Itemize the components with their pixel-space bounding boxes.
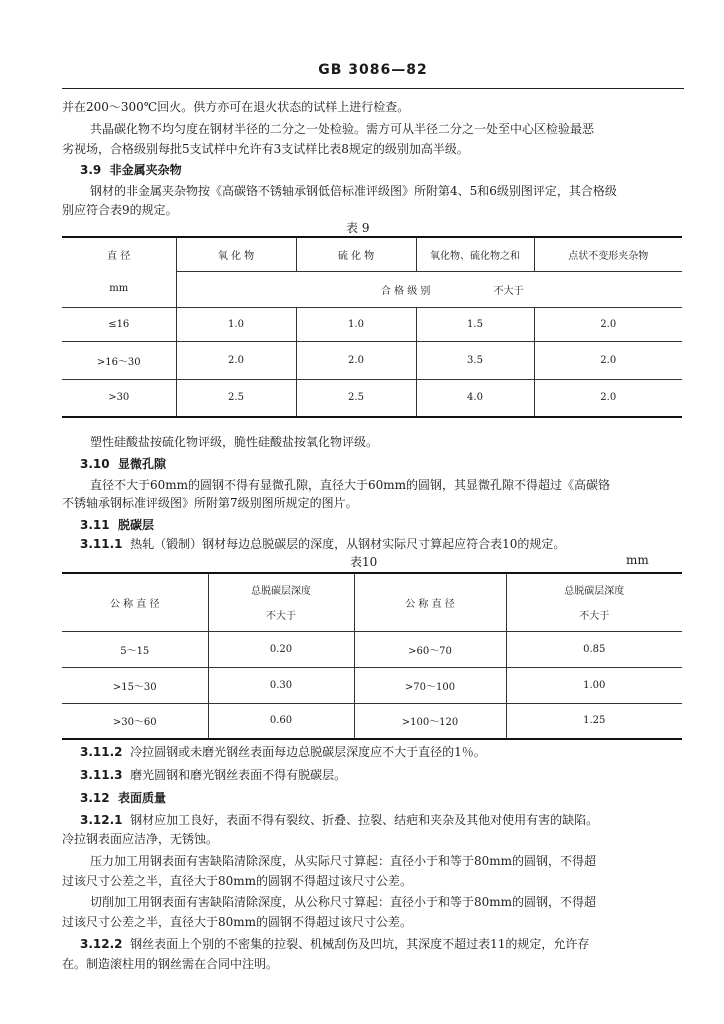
- header-diameter-left: 公 称 直 径: [62, 573, 208, 631]
- cell-diameter: >30～60: [62, 703, 208, 739]
- cell-diameter: >100～120: [354, 703, 506, 739]
- cell-diameter: >15～30: [62, 667, 208, 703]
- header-sum: 氧化物、硫化物之和: [416, 237, 534, 271]
- paragraph-line: 并在200～300℃回火。供方亦可在退火状态的试样上进行检查。: [62, 100, 410, 114]
- cell-sulfide: 1.0: [296, 307, 416, 341]
- paragraph-line: 共晶碳化物不均匀度在钢材半径的二分之一处检验。需方可从半径二分之一处至中心区检验最恶: [90, 122, 595, 136]
- nomore-label: 不大于: [579, 611, 610, 623]
- section-number: 3.10: [80, 457, 110, 471]
- table-9-caption: 表 9: [346, 221, 370, 235]
- section-title: 显微孔隙: [117, 457, 166, 471]
- paragraph-line: 过该尺寸公差之半，直径大于80mm的圆钢不得超过该尺寸公差。: [62, 915, 413, 929]
- clause-text: 热轧（锻制）钢材每边总脱碳层的深度，从钢材实际尺寸算起应符合表10的规定。: [130, 537, 566, 551]
- section-title: 表面质量: [117, 791, 166, 805]
- header-unit: mm: [62, 271, 176, 307]
- table-10-caption: 表10: [350, 555, 378, 569]
- table-10-unit: mm: [626, 553, 649, 567]
- section-number: 3.9: [80, 163, 102, 177]
- clause-number: 3.12.2: [80, 937, 123, 951]
- section-heading-3-10: [80, 455, 166, 473]
- nomore-label: 不大于: [266, 611, 296, 623]
- cell-depth: 0.20: [208, 631, 354, 667]
- clause-3-11-3: [80, 766, 346, 784]
- cell-sulfide: 2.5: [296, 379, 416, 417]
- clause-3-11-2: [80, 743, 486, 761]
- cell-depth: 0.30: [208, 667, 354, 703]
- cell-oxide: 1.0: [176, 307, 296, 341]
- cell-sum: 4.0: [416, 379, 534, 417]
- header-spot: 点状不变形夹杂物: [534, 237, 682, 271]
- header-sulfide: 硫 化 物: [296, 237, 416, 271]
- header-depth-left: [208, 573, 354, 631]
- cell-diameter: >70～100: [354, 667, 506, 703]
- paragraph-line: 不锈轴承钢标准评级图》所附第7级别图所规定的图片。: [62, 496, 358, 510]
- cell-diameter: ≤16: [62, 307, 176, 341]
- paragraph-line: 劣视场，合格级别每批5支试样中允许有3支试样比表8规定的级别加高半级。: [62, 142, 469, 156]
- clause-text: 钢材应加工良好，表面不得有裂纹、折叠、拉裂、结疤和夹杂及其他对使用有害的缺陷。: [130, 813, 599, 827]
- depth-label: 总脱碳层深度: [251, 586, 311, 598]
- paragraph-line: 塑性硅酸盐按硫化物评级，脆性硅酸盐按氧化物评级。: [90, 435, 379, 449]
- cell-diameter: 5～15: [62, 631, 208, 667]
- clause-3-11-1: [80, 535, 565, 553]
- header-diameter: 直 径: [62, 237, 176, 271]
- section-heading-3-11: [80, 516, 154, 534]
- cell-sulfide: 2.0: [296, 341, 416, 379]
- section-heading-3-9: [80, 161, 182, 179]
- clause-number: 3.12.1: [80, 813, 123, 827]
- paragraph-line: 钢材的非金属夹杂物按《高碳铬不锈轴承钢低倍标准评级图》所附第4、5和6级别图评定，其合格级: [90, 184, 617, 198]
- section-title: 脱碳层: [117, 518, 154, 532]
- header-grade-span: [176, 271, 682, 307]
- clause-text: 冷拉圆钢或未磨光钢丝表面每边总脱碳层深度应不大于直径的1％。: [130, 745, 486, 759]
- clause-number: 3.11.3: [80, 768, 123, 782]
- cell-depth: 0.60: [208, 703, 354, 739]
- cell-depth: 1.00: [506, 667, 682, 703]
- section-number: 3.11: [80, 518, 110, 532]
- paragraph-line: 过该尺寸公差之半，直径大于80mm的圆钢不得超过该尺寸公差。: [62, 874, 413, 888]
- cell-diameter: >16～30: [62, 341, 176, 379]
- header-oxide: 氧 化 物: [176, 237, 296, 271]
- clause-number: 3.11.2: [80, 745, 123, 759]
- table-row: [62, 379, 682, 417]
- paragraph-line: 在。制造滚柱用的钢丝需在合同中注明。: [62, 957, 279, 971]
- cell-oxide: 2.0: [176, 341, 296, 379]
- paragraph-line: 直径不大于60mm的圆钢不得有显微孔隙，直径大于60mm的圆钢，其显微孔隙不得超过《高碳铬: [90, 478, 611, 492]
- cell-spot: 2.0: [534, 307, 682, 341]
- clause-3-12-1: [80, 811, 598, 829]
- clause-3-12-2: [80, 935, 589, 953]
- cell-oxide: 2.5: [176, 379, 296, 417]
- table-10: [62, 572, 682, 740]
- header-grade: 合 格 级 别: [380, 285, 431, 297]
- clause-number: 3.11.1: [80, 537, 123, 551]
- cell-depth: 0.85: [506, 631, 682, 667]
- paragraph-line: 冷拉钢表面应洁净，无锈蚀。: [62, 832, 219, 846]
- section-heading-3-12: [80, 789, 166, 807]
- cell-diameter: >60～70: [354, 631, 506, 667]
- standard-number: GB 3086—82: [318, 62, 428, 78]
- cell-sum: 3.5: [416, 341, 534, 379]
- table-9: [62, 236, 682, 418]
- table-row: [62, 631, 682, 667]
- table-row: [62, 307, 682, 341]
- table-row: [62, 703, 682, 739]
- cell-depth: 1.25: [506, 703, 682, 739]
- section-number: 3.12: [80, 791, 110, 805]
- page-header: [62, 56, 684, 89]
- clause-text: 磨光圆钢和磨光钢丝表面不得有脱碳层。: [130, 768, 347, 782]
- header-depth-right: [506, 573, 682, 631]
- clause-text: 钢丝表面上个别的不密集的拉裂、机械刮伤及凹坑，其深度不超过表11的规定，允许存: [130, 937, 590, 951]
- cell-spot: 2.0: [534, 341, 682, 379]
- table-row: [62, 667, 682, 703]
- paragraph-line: 压力加工用钢表面有害缺陷清除深度，从实际尺寸算起：直径小于和等于80mm的圆钢，不得超: [90, 854, 597, 868]
- header-nomore: 不大于: [493, 285, 524, 297]
- depth-label: 总脱碳层深度: [564, 586, 625, 598]
- paragraph-line: 别应符合表9的规定。: [62, 203, 178, 217]
- paragraph-line: 切削加工用钢表面有害缺陷清除深度，从公称尺寸算起：直径小于和等于80mm的圆钢，不得超: [90, 895, 597, 909]
- table-row: [62, 341, 682, 379]
- section-title: 非金属夹杂物: [109, 163, 182, 177]
- cell-diameter: >30: [62, 379, 176, 417]
- cell-sum: 1.5: [416, 307, 534, 341]
- cell-spot: 2.0: [534, 379, 682, 417]
- header-diameter-right: 公 称 直 径: [354, 573, 506, 631]
